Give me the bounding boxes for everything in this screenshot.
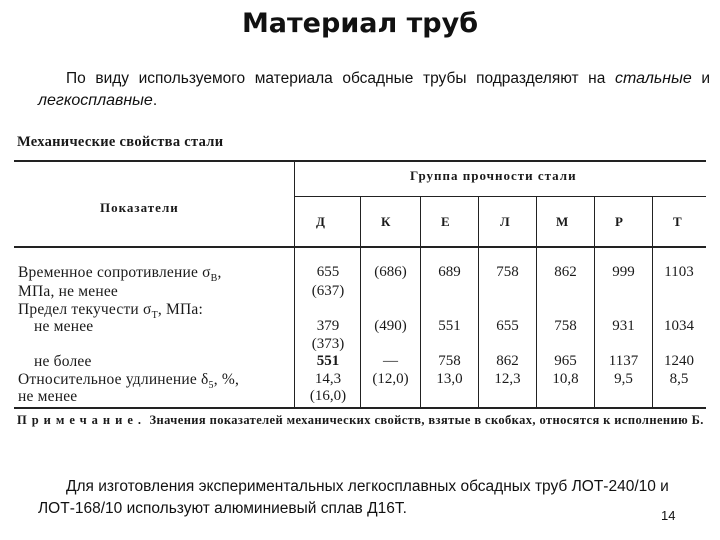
intro-text: По виду используемого материала обсадные трубы подразделяют на bbox=[66, 70, 606, 87]
table-note bbox=[17, 412, 707, 429]
term-light-alloy: легкосплавные bbox=[38, 92, 153, 109]
label-text: Относительное удлинение δ bbox=[18, 371, 209, 388]
intro-paragraph bbox=[38, 68, 710, 112]
grade-header: Д bbox=[316, 214, 326, 229]
value-cell-alt: (16,0) bbox=[309, 388, 347, 404]
value-cell: 655 bbox=[316, 264, 340, 280]
note-text: Значения показателей механических свойств, взятые в скобках, относятся к исполнению Б. bbox=[149, 413, 704, 427]
table-top-rule bbox=[14, 160, 706, 162]
outro-text: Для изготовления экспериментальных легкосплавных обсадных труб ЛОТ-240/10 и ЛОТ-168/10 используют алюминиевый сплав Д16Т. bbox=[38, 478, 669, 517]
outro-paragraph bbox=[38, 476, 678, 520]
grade-header: Л bbox=[500, 214, 511, 229]
note-label: Примечание. bbox=[17, 413, 147, 427]
label-yield-min: не менее bbox=[34, 318, 94, 335]
value-cell: 551 bbox=[316, 353, 340, 369]
label-elongation-min: не менее bbox=[18, 388, 78, 405]
label-unit: , МПа: bbox=[157, 301, 203, 318]
value-cell-alt: (373) bbox=[311, 336, 345, 352]
value-cell: 9,5 bbox=[614, 371, 633, 387]
value-cell: 1103 bbox=[664, 264, 694, 280]
label-tensile-unit: МПа, не менее bbox=[18, 283, 118, 300]
value-cell: (686) bbox=[374, 264, 407, 280]
value-cell: 689 bbox=[438, 264, 461, 280]
value-cell: 10,8 bbox=[552, 371, 579, 387]
group-header: Группа прочности стали bbox=[410, 168, 577, 183]
term-steel: стальные bbox=[614, 70, 692, 87]
value-cell: 999 bbox=[612, 264, 635, 280]
value-cell: (12,0) bbox=[372, 371, 409, 387]
value-cell: 379 bbox=[316, 318, 340, 334]
group-header-rule bbox=[294, 196, 706, 197]
intro-end: . bbox=[152, 92, 158, 109]
value-cell: 8,5 bbox=[669, 371, 689, 387]
value-cell: 13,0 bbox=[436, 371, 463, 387]
grade-header: М bbox=[556, 214, 570, 229]
value-cell: 14,3 bbox=[314, 371, 342, 387]
value-cell: 862 bbox=[554, 264, 577, 280]
value-cell: 1137 bbox=[608, 353, 639, 369]
label-sub: 5 bbox=[208, 380, 214, 392]
value-cell: 758 bbox=[496, 264, 519, 280]
table-bottom-rule bbox=[14, 407, 706, 409]
label-sub: Т bbox=[151, 310, 158, 322]
label-unit: , %, bbox=[213, 371, 240, 388]
grade-header: Р bbox=[615, 214, 624, 229]
intro-conj: и bbox=[701, 70, 710, 87]
col-sep bbox=[294, 162, 295, 407]
label-comma: , bbox=[217, 264, 222, 281]
table-caption: Механические свойства стали bbox=[17, 134, 224, 150]
value-cell: 758 bbox=[554, 318, 577, 334]
value-cell: 12,3 bbox=[494, 371, 521, 387]
grade-header: Т bbox=[673, 214, 683, 229]
value-cell: 551 bbox=[438, 318, 461, 334]
label-tensile bbox=[18, 264, 222, 284]
indicator-header: Показатели bbox=[100, 200, 179, 215]
label-text: Временное сопротивление σ bbox=[18, 264, 211, 281]
label-yield-max: не более bbox=[34, 353, 92, 370]
value-cell: 758 bbox=[438, 353, 461, 369]
value-cell: 965 bbox=[554, 353, 577, 369]
value-cell-alt: (637) bbox=[311, 283, 345, 299]
label-text: Предел текучести σ bbox=[18, 301, 152, 318]
value-cell: 655 bbox=[496, 318, 519, 334]
value-cell: 1240 bbox=[664, 353, 694, 369]
value-cell: (490) bbox=[374, 318, 407, 334]
grade-header: К bbox=[381, 214, 392, 229]
value-cell: — bbox=[383, 353, 398, 369]
value-cell: 862 bbox=[496, 353, 519, 369]
page-number: 14 bbox=[661, 508, 676, 523]
grade-header: Е bbox=[441, 214, 451, 229]
value-cell: 1034 bbox=[664, 318, 694, 334]
value-cell: 931 bbox=[612, 318, 635, 334]
label-sub: В bbox=[210, 273, 218, 285]
page-title: Материал труб bbox=[241, 8, 479, 39]
